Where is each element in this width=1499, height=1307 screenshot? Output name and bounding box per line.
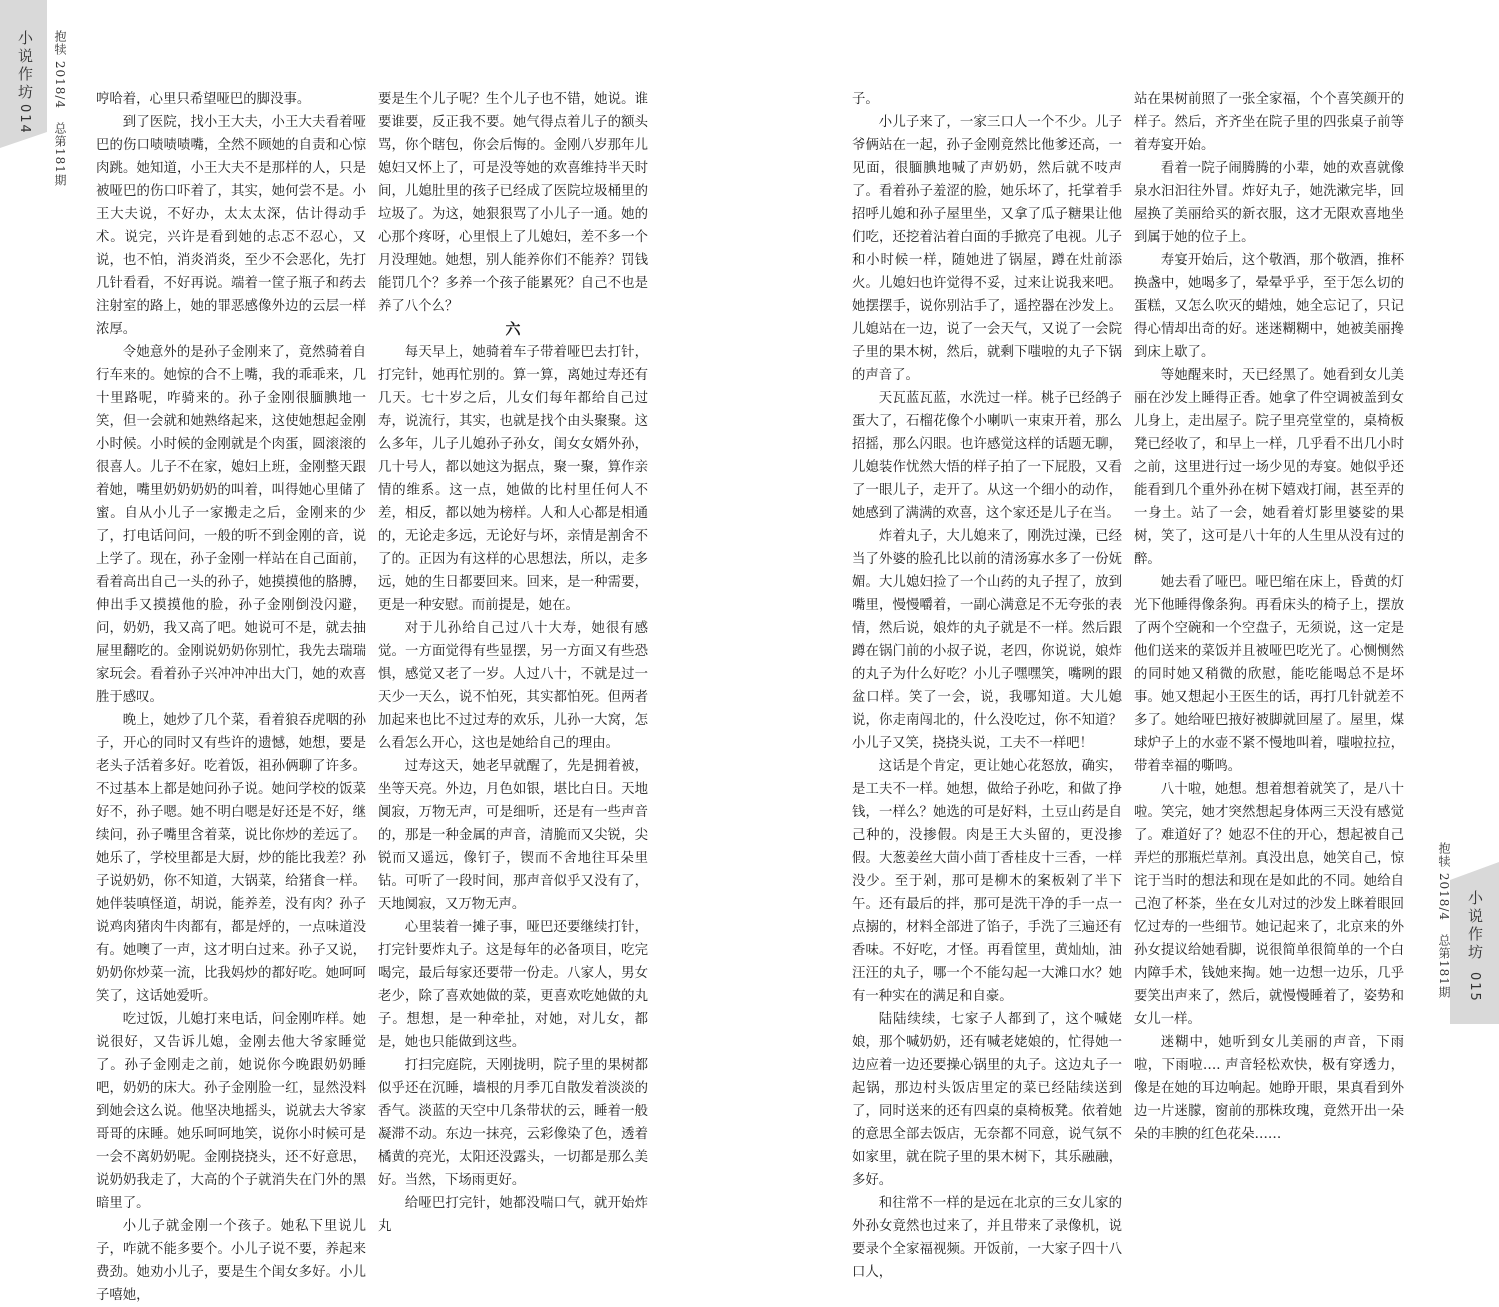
paragraph: 吃过饭，儿媳打来电话，问金刚咋样。她说很好，又告诉儿媳，金刚去他大爷家睡觉了。孙子金刚走之前，她说你今晚跟奶奶睡吧，奶奶的床大。孙子金刚脸一红，显然没料到她会这么说。他坚决地摇头，说就去大爷家哥哥的床睡。她乐呵呵地笑，说你小时候可是一会不离奶奶呢。金刚挠挠头，还不好意思，说奶奶我走了，大高的个子就消失在门外的黑暗里了。 xyxy=(96,1012,366,1211)
paragraph: 八十啦，她想。想着想着就笑了，是八十啦。笑完，她才突然想起身体两三天没有感觉了。难道好了？她忍不住的开心，想起被自己弄烂的那瓶烂草剂。真没出息，她笑自己，惊诧于当时的想法和现在是如此的不同。她给自己泡了杯茶，坐在女儿对过的沙发上眯着眼回忆过寿的一些细节。她记起来了，北京来的外孙女提议给她看脚，说很简单很简单的一个白内障手术，钱她来掏。她一边想一边乐，几乎要笑出声来了，然后，就慢慢睡着了，姿势和女儿一样。 xyxy=(1134,782,1404,1027)
paragraph: 炸着丸子，大儿媳来了，刚洗过澡，已经当了外婆的脸孔比以前的清汤寡水多了一份妩媚。大儿媳妇捡了一个山药的丸子捏了，放到嘴里，慢慢嚼着，一副心满意足不无夸张的表情，然后说，娘炸的丸子就是不一样。然后跟蹲在锅门前的小叔子说，老四，你说说，娘炸的丸子为什么好吃？小儿子嘿嘿笑，嘴咧的跟盆口样。笑了一会，说，我哪知道。大儿媳说，你走南闯北的，什么没吃过，你不知道？小儿子又笑，挠挠头说，工夫不一样吧！ xyxy=(852,529,1122,751)
paragraph: 小儿子来了，一家三口人一个不少。儿子爷俩站在一起，孙子金刚竟然比他爹还高，一见面，很腼腆地喊了声奶奶，然后就不吱声了。看着孙子羞涩的脸，她乐坏了，托掌着手招呼儿媳和孙子屋里坐，又拿了瓜子糖果让他们吃，还挖着沾着白面的手掀亮了电视。儿子和小时候一样，随她进了锅屋，蹲在灶前添火。儿媳妇也许觉得不妥，过来让说我来吧。她摆摆手，说你别沾手了，遥控器在沙发上。儿媳站在一边，说了一会天气，又说了一会院子里的果木树，然后，就剩下嗤啦的丸子下锅的声音了。 xyxy=(852,115,1122,383)
paragraph: 迷糊中，她听到女儿美丽的声音，下雨啦，下雨啦…. 声音轻松欢快，极有穿透力，像是在她的耳边响起。她睁开眼，果真看到外边一片迷朦，窗前的那株玫瑰，竟然开出一朵朵的丰腴的红色花朵…… xyxy=(1134,1035,1404,1142)
left-page-number: 014 xyxy=(17,104,32,135)
paragraph: 看着一院子闹腾腾的小辈，她的欢喜就像泉水汩汩往外冒。炸好丸子，她洗漱完毕，回屋换了美丽给买的新衣服，这才无限欢喜地坐到属于她的位子上。 xyxy=(1134,161,1404,245)
paragraph: 这话是个肯定，更让她心花怒放，确实，是工夫不一样。她想，做给子孙吃，和做了挣钱，一样么？她选的可是好料，土豆山药是自己种的，没掺假。肉是王大头留的，更没掺假。大葱姜丝大茴小茴丁香桂皮十三香，一样没少。至于剁，那可是柳木的案板剁了半下午。还有最后的拌，那可是洗干净的手一点一点搦的，材料全部进了馅子，手洗了三遍还有香味。不好吃，才怪。再看筐里，黄灿灿，油汪汪的丸子，哪一个不能勾起一大滩口水？她有一种实在的满足和自豪。 xyxy=(852,759,1122,1004)
paragraph: 令她意外的是孙子金刚来了，竟然骑着自行车来的。她惊的合不上嘴，我的乖乖来，几十里路呢，咋骑来的。孙子金刚很腼腆地一笑，但一会就和她熟络起来，这使她想起金刚小时候。小时候的金刚就是个肉蛋，圆滚滚的很喜人。儿子不在家，媳妇上班，金刚整天跟着她，嘴里奶奶奶奶的叫着，叫得她心里储了蜜。自从小儿子一家搬走之后，金刚来的少了，打电话问问，一般的听不到金刚的音，说上学了。现在，孙子金刚一样站在自己面前，看着高出自己一头的孙子，她摸摸他的胳膊，伸出手又摸摸他的脸，孙子金刚倒没闪避，问，奶奶，我又高了吧。她说可不是，就去抽屉里翻吃的。金刚说奶奶你别忙，我先去瑞瑞家玩会。看着孙子兴冲冲冲出大门，她的欢喜胜于感叹。 xyxy=(96,345,366,705)
right-page-column-1 xyxy=(852,88,1122,1284)
left-page-column-1 xyxy=(96,88,366,1307)
paragraph: 要是生个儿子呢？生个儿子也不错，她说。谁要谁要，反正我不要。她气得点着儿子的额头骂，你个瞎包，你会后悔的。金刚八岁那年儿媳妇又怀上了，可是没等她的欢喜维持半天时间，儿媳肚里的孩子已经成了医院垃圾桶里的垃圾了。为这，她狠狠骂了小儿子一通。她的心那个疼呀，心里恨上了儿媳妇，差不多一个月没理她。她想，别人能养你们不能养？罚钱能罚几个？多养一个孩子能累死？自己不也是养了八个么？ xyxy=(378,92,648,314)
paragraph: 到了医院，找小王大夫，小王大夫看着哑巴的伤口啧啧啧嘴，全然不顾她的自责和心惊肉跳。她知道，小王大夫不是那样的人，只是被哑巴的伤口吓着了，其实，她何尝不是。小王大夫说，不好办，太太太深，估计得动手术。说完，兴许是看到她的忐忑不忍心，又说，也不怕，消炎消炎，至少不会恶化，先打几针看看，不好再说。端着一筐子瓶子和药去注射室的路上，她的罪恶感像外边的云层一样浓厚。 xyxy=(96,115,366,337)
paragraph: 心里装着一摊子事，哑巴还要继续打针，打完针要炸丸子。这是每年的必备项目，吃完喝完，最后每家还要带一份走。八家人，男女老少，除了喜欢她做的菜，更喜欢吃她做的丸子。想想，是一种牵扯，对她，对儿女，都是，她也只能做到这些。 xyxy=(378,920,648,1050)
paragraph: 过寿这天，她老早就醒了，先是拥着被，坐等天亮。外边，月色如银，堪比白日。天地阒寂，万物无声，可是细听，还是有一些声音的，那是一种金属的声音，清脆而又尖锐，尖锐而又遥远，像钉子，锲而不舍地往耳朵里钻。可听了一段时间，那声音似乎又没有了，天地阒寂，又万物无声。 xyxy=(378,759,648,912)
paragraph: 天瓦蓝瓦蓝，水洗过一样。桃子已经鸽子蛋大了，石榴花像个小喇叭一束束开着，那么招摇，那么闪眼。也许感觉这样的话题无聊，儿媳装作忧然大悟的样子拍了一下屁股，又看了一眼儿子，走开了。从这一个细小的动作，她感到了满满的欢喜，这个家还是儿子在当。 xyxy=(852,391,1122,521)
paragraph: 她去看了哑巴。哑巴缩在床上，昏黄的灯光下他睡得像条狗。再看床头的椅子上，摆放了两个空碗和一个空盘子，无须说，这一定是他们送来的菜饭并且被哑巴吃光了。心恻恻然的同时她又稍微的欣慰，能吃能喝总不是坏事。她又想起小王医生的话，再打几针就差不多了。她给哑巴掖好被脚就回屋了。屋里，煤球炉子上的水壶不紧不慢地叫着，嗤啦拉拉，带着幸福的嘶鸣。 xyxy=(1134,575,1404,774)
right-issue-info: 抱犊 2018/4 总第181期 xyxy=(1437,842,1451,999)
paragraph: 打扫完庭院，天刚拢明，院子里的果树都似乎还在沉睡，墙根的月季兀自散发着淡淡的香气。淡蓝的天空中几条带状的云，睡着一般凝滞不动。东边一抹亮，云彩像染了色，透着橘黄的亮光，太阳还没露头，一切都是那么美好。当然，下场雨更好。 xyxy=(378,1058,648,1188)
paragraph: 等她醒来时，天已经黑了。她看到女儿美丽在沙发上睡得正香。她拿了件空调被盖到女儿身上，走出屋子。院子里亮堂堂的，桌椅板凳已经收了，和早上一样，几乎看不出几小时之前，这里进行过一场少见的寿宴。她似乎还能看到几个重外孙在树下嬉戏打闹，甚至弄的一身土。站了一会，她看着灯影里婆娑的果树，笑了，这可是八十年的人生里从没有过的醉。 xyxy=(1134,368,1404,567)
paragraph: 晚上，她炒了几个菜，看着狼吞虎咽的孙子，开心的同时又有些许的遗憾，她想，要是老头子活着多好。吃着饭，祖孙俩聊了许多。不过基本上都是她问孙子说。她问学校的饭菜好不，孙子嗯。她不明白嗯是好还是不好，继续问，孙子嘴里含着菜，说比你炒的差远了。她乐了，学校里都是大厨，炒的能比我差？孙子说奶奶，你不知道，大锅菜，给猪食一样。她伴装嗔怪道，胡说，能养差，没有肉？孙子说鸡肉猪肉牛肉都有，都是烀的，一点味道没有。她噢了一声，这才明白过来。孙子又说，奶奶你炒菜一流，比我妈炒的都好吃。她呵呵笑了，这话她爱听。 xyxy=(96,713,366,1004)
paragraph: 小儿子就金刚一个孩子。她私下里说儿子，咋就不能多要个。小儿子说不要，养起来费劲。她劝小儿子，要是生个闺女多好。小儿子嘻她， xyxy=(96,1219,366,1303)
paragraph: 每天早上，她骑着车子带着哑巴去打针，打完针，她再忙别的。算一算，离她过寿还有几天。七十岁之后，儿女们每年都给自己过寿，说流行，其实，也就是找个由头聚聚。这么多年，儿子儿媳孙子孙女，闺女女婿外孙，几十号人，都以她这为据点，聚一聚，算作亲情的维系。这一点，她做的比村里任何人不差，相反，都以她为榜样。人和人心都是相通的，无论走多远，无论好与坏，亲情是割舍不了的。正因为有这样的心思想法，所以，走多远，她的生日都要回来。回来，是一种需要，更是一种安慰。而前提是，她在。 xyxy=(378,345,648,613)
paragraph: 给哑巴打完针，她都没喘口气，就开始炸丸 xyxy=(378,1196,648,1234)
left-page-column-2 xyxy=(378,88,648,1238)
left-magazine-title: 小说作坊 xyxy=(16,30,34,102)
paragraph: 陆陆续续，七家子人都到了，这个喊姥娘，那个喊奶奶，还有喊老姥娘的，忙得她一边应着一边还要操心锅里的丸子。这边丸子一起锅，那边村头饭店里定的菜已经陆续送到了，同时送来的还有四桌的桌椅板凳。依着她的意思全部去饭店，无奈都不同意，说气氛不如家里，就在院子里的果木树下，其乐融融，多好。 xyxy=(852,1012,1122,1188)
section-heading: 六 xyxy=(505,320,521,338)
right-magazine-title: 小说作坊 xyxy=(1466,890,1484,962)
paragraph: 寿宴开始后，这个敬酒，那个敬酒，推杯换盏中，她喝多了，晕晕乎乎，至于怎么切的蛋糕，又怎么吹灭的蜡烛，她全忘记了，只记得心情却出奇的好。迷迷糊糊中，她被美丽搀到床上歇了。 xyxy=(1134,253,1404,360)
paragraph: 哼哈着，心里只希望哑巴的脚没事。 xyxy=(96,92,311,107)
paragraph: 和往常不一样的是远在北京的三女儿家的外孙女竟然也过来了，并且带来了录像机，说要录个全家福视频。开饭前，一大家子四十八口人， xyxy=(852,1196,1122,1280)
left-issue-info: 抱犊 2018/4 总第181期 xyxy=(53,30,67,187)
right-page-number: 015 xyxy=(1467,972,1482,1003)
right-page-column-2 xyxy=(1134,88,1404,1146)
paragraph: 站在果树前照了一张全家福，个个喜笑颜开的样子。然后，齐齐坐在院子里的四张桌子前等着寿宴开始。 xyxy=(1134,92,1404,153)
paragraph: 对于儿孙给自己过八十大寿，她很有感觉。一方面觉得有些显摆，另一方面又有些恐惧，感觉又老了一岁。人过八十，不就是过一天少一天么，说不怕死，其实都怕死。但两者加起来也比不过过寿的欢乐，儿孙一大窝，怎么看怎么开心，这也是她给自己的理由。 xyxy=(378,621,648,751)
paragraph: 子。 xyxy=(852,92,879,107)
